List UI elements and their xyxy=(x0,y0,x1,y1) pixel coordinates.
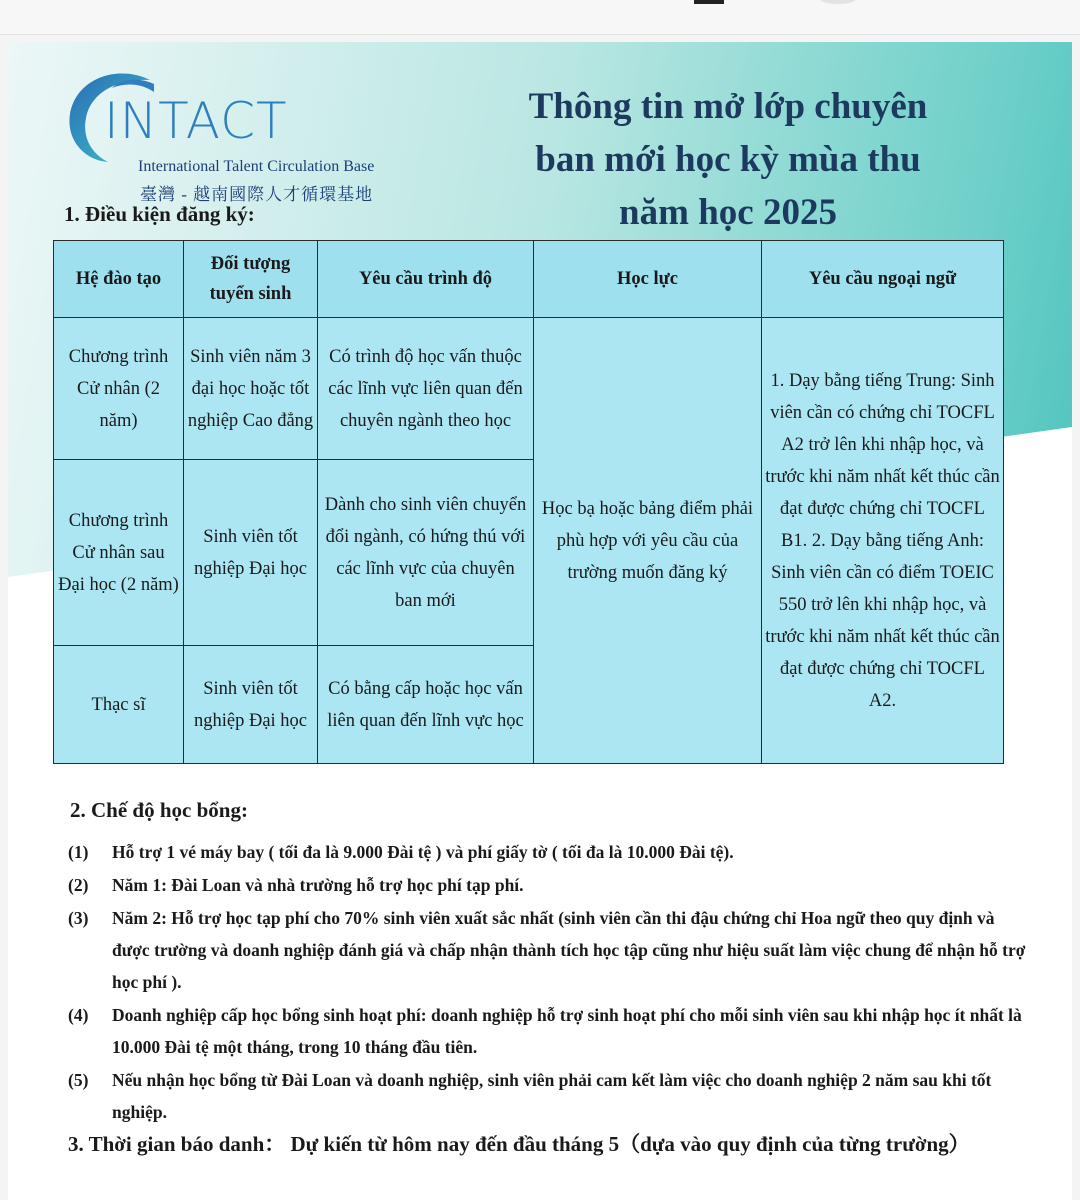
table-row xyxy=(54,318,1004,460)
logo-subtitle: International Talent Circulation Base xyxy=(138,158,375,175)
cell-language: 1. Dạy bằng tiếng Trung: Sinh viên cần có chứng chỉ TOCFL A2 trở lên khi nhập học, và trước khi năm nhất kết thúc cần đạt được chứng chỉ TOCFL B1. 2. Dạy bằng tiếng Anh: Sinh viên cần có điểm TOEIC 550 trở lên khi nhập học, và trước khi năm nhất kết thúc cần đạt được chứng chỉ TOCFL A2. xyxy=(762,318,1004,764)
item-text: Doanh nghiệp cấp học bổng sinh hoạt phí: doanh nghiệp hỗ trợ sinh hoạt phí cho mỗi sinh viên sau khi nhập học ít nhất là 10.000 Đài tệ một tháng, trong 10 tháng đầu tiên. xyxy=(112,1005,1022,1057)
list-item xyxy=(68,1064,1028,1128)
list-item xyxy=(68,836,1028,868)
list-item xyxy=(68,902,1028,998)
title-line-1: Thông tin mở lớp chuyên xyxy=(528,86,928,127)
item-text: Năm 2: Hỗ trợ học tạp phí cho 70% sinh viên xuất sắc nhất (sinh viên cần thi đậu chứng chỉ Hoa ngữ theo quy định và được trường và doanh nghiệp đánh giá và chấp nhận thành tích học tập cũng như hiệu suất làm việc chung để nhận hỗ trợ học phí ). xyxy=(112,908,1026,992)
item-text: Hỗ trợ 1 vé máy bay ( tối đa là 9.000 Đài tệ ) và phí giấy tờ ( tối đa là 10.000 Đài tệ). xyxy=(112,842,734,862)
scholarship-list xyxy=(68,836,1028,1129)
header-academic: Học lực xyxy=(534,241,762,318)
section-2-heading: 2. Chế độ học bổng: xyxy=(70,798,248,822)
top-bar-shape xyxy=(820,0,856,4)
cell-target: Sinh viên năm 3 đại học hoặc tốt nghiệp Cao đẳng xyxy=(184,318,318,460)
table-header-row xyxy=(54,241,1004,318)
item-number: (5) xyxy=(68,1070,89,1090)
cell-program: Chương trình Cử nhân sau Đại học (2 năm) xyxy=(54,460,184,646)
app-top-bar xyxy=(0,0,1080,35)
item-text: Năm 1: Đài Loan và nhà trường hỗ trợ học phí tạp phí. xyxy=(112,875,524,895)
header-target: Đối tượng tuyển sinh xyxy=(184,241,318,318)
cell-target: Sinh viên tốt nghiệp Đại học xyxy=(184,460,318,646)
list-item xyxy=(68,999,1028,1063)
intact-logo xyxy=(58,62,478,212)
list-item xyxy=(68,869,1028,901)
section-3-registration-time: 3. Thời gian báo danh： Dự kiến từ hôm nay đến đầu tháng 5（dựa vào quy định của từng trường） xyxy=(68,1132,970,1156)
header-requirement: Yêu cầu trình độ xyxy=(318,241,534,318)
item-number: (4) xyxy=(68,1005,89,1025)
logo-chinese-name: 臺灣 - 越南國際人才循環基地 xyxy=(140,185,374,204)
cell-program: Chương trình Cử nhân (2 năm) xyxy=(54,318,184,460)
cell-target: Sinh viên tốt nghiệp Đại học xyxy=(184,646,318,764)
title-line-3: năm học 2025 xyxy=(619,192,837,233)
cell-requirement: Có bằng cấp hoặc học vấn liên quan đến lĩnh vực học xyxy=(318,646,534,764)
page-title xyxy=(468,80,988,239)
cell-program: Thạc sĩ xyxy=(54,646,184,764)
registration-conditions-table xyxy=(53,240,1004,764)
status-indicator xyxy=(694,0,724,4)
cell-academic: Học bạ hoặc bảng điểm phải phù hợp với yêu cầu của trường muốn đăng ký xyxy=(534,318,762,764)
item-number: (2) xyxy=(68,875,89,895)
cell-requirement: Có trình độ học vấn thuộc các lĩnh vực liên quan đến chuyên ngành theo học xyxy=(318,318,534,460)
header-language: Yêu cầu ngoại ngữ xyxy=(762,241,1004,318)
header-program: Hệ đào tạo xyxy=(54,241,184,318)
cell-requirement: Dành cho sinh viên chuyển đổi ngành, có hứng thú với các lĩnh vực của chuyên ban mới xyxy=(318,460,534,646)
document-page xyxy=(8,42,1072,1200)
logo-wordmark: INTACT xyxy=(104,92,288,150)
item-number: (1) xyxy=(68,842,89,862)
item-number: (3) xyxy=(68,908,89,928)
item-text: Nếu nhận học bổng từ Đài Loan và doanh nghiệp, sinh viên phải cam kết làm việc cho doanh nghiệp 2 năm sau khi tốt nghiệp. xyxy=(112,1070,992,1122)
section-1-heading: 1. Điều kiện đăng ký: xyxy=(64,202,255,226)
title-line-2: ban mới học kỳ mùa thu xyxy=(535,139,921,180)
